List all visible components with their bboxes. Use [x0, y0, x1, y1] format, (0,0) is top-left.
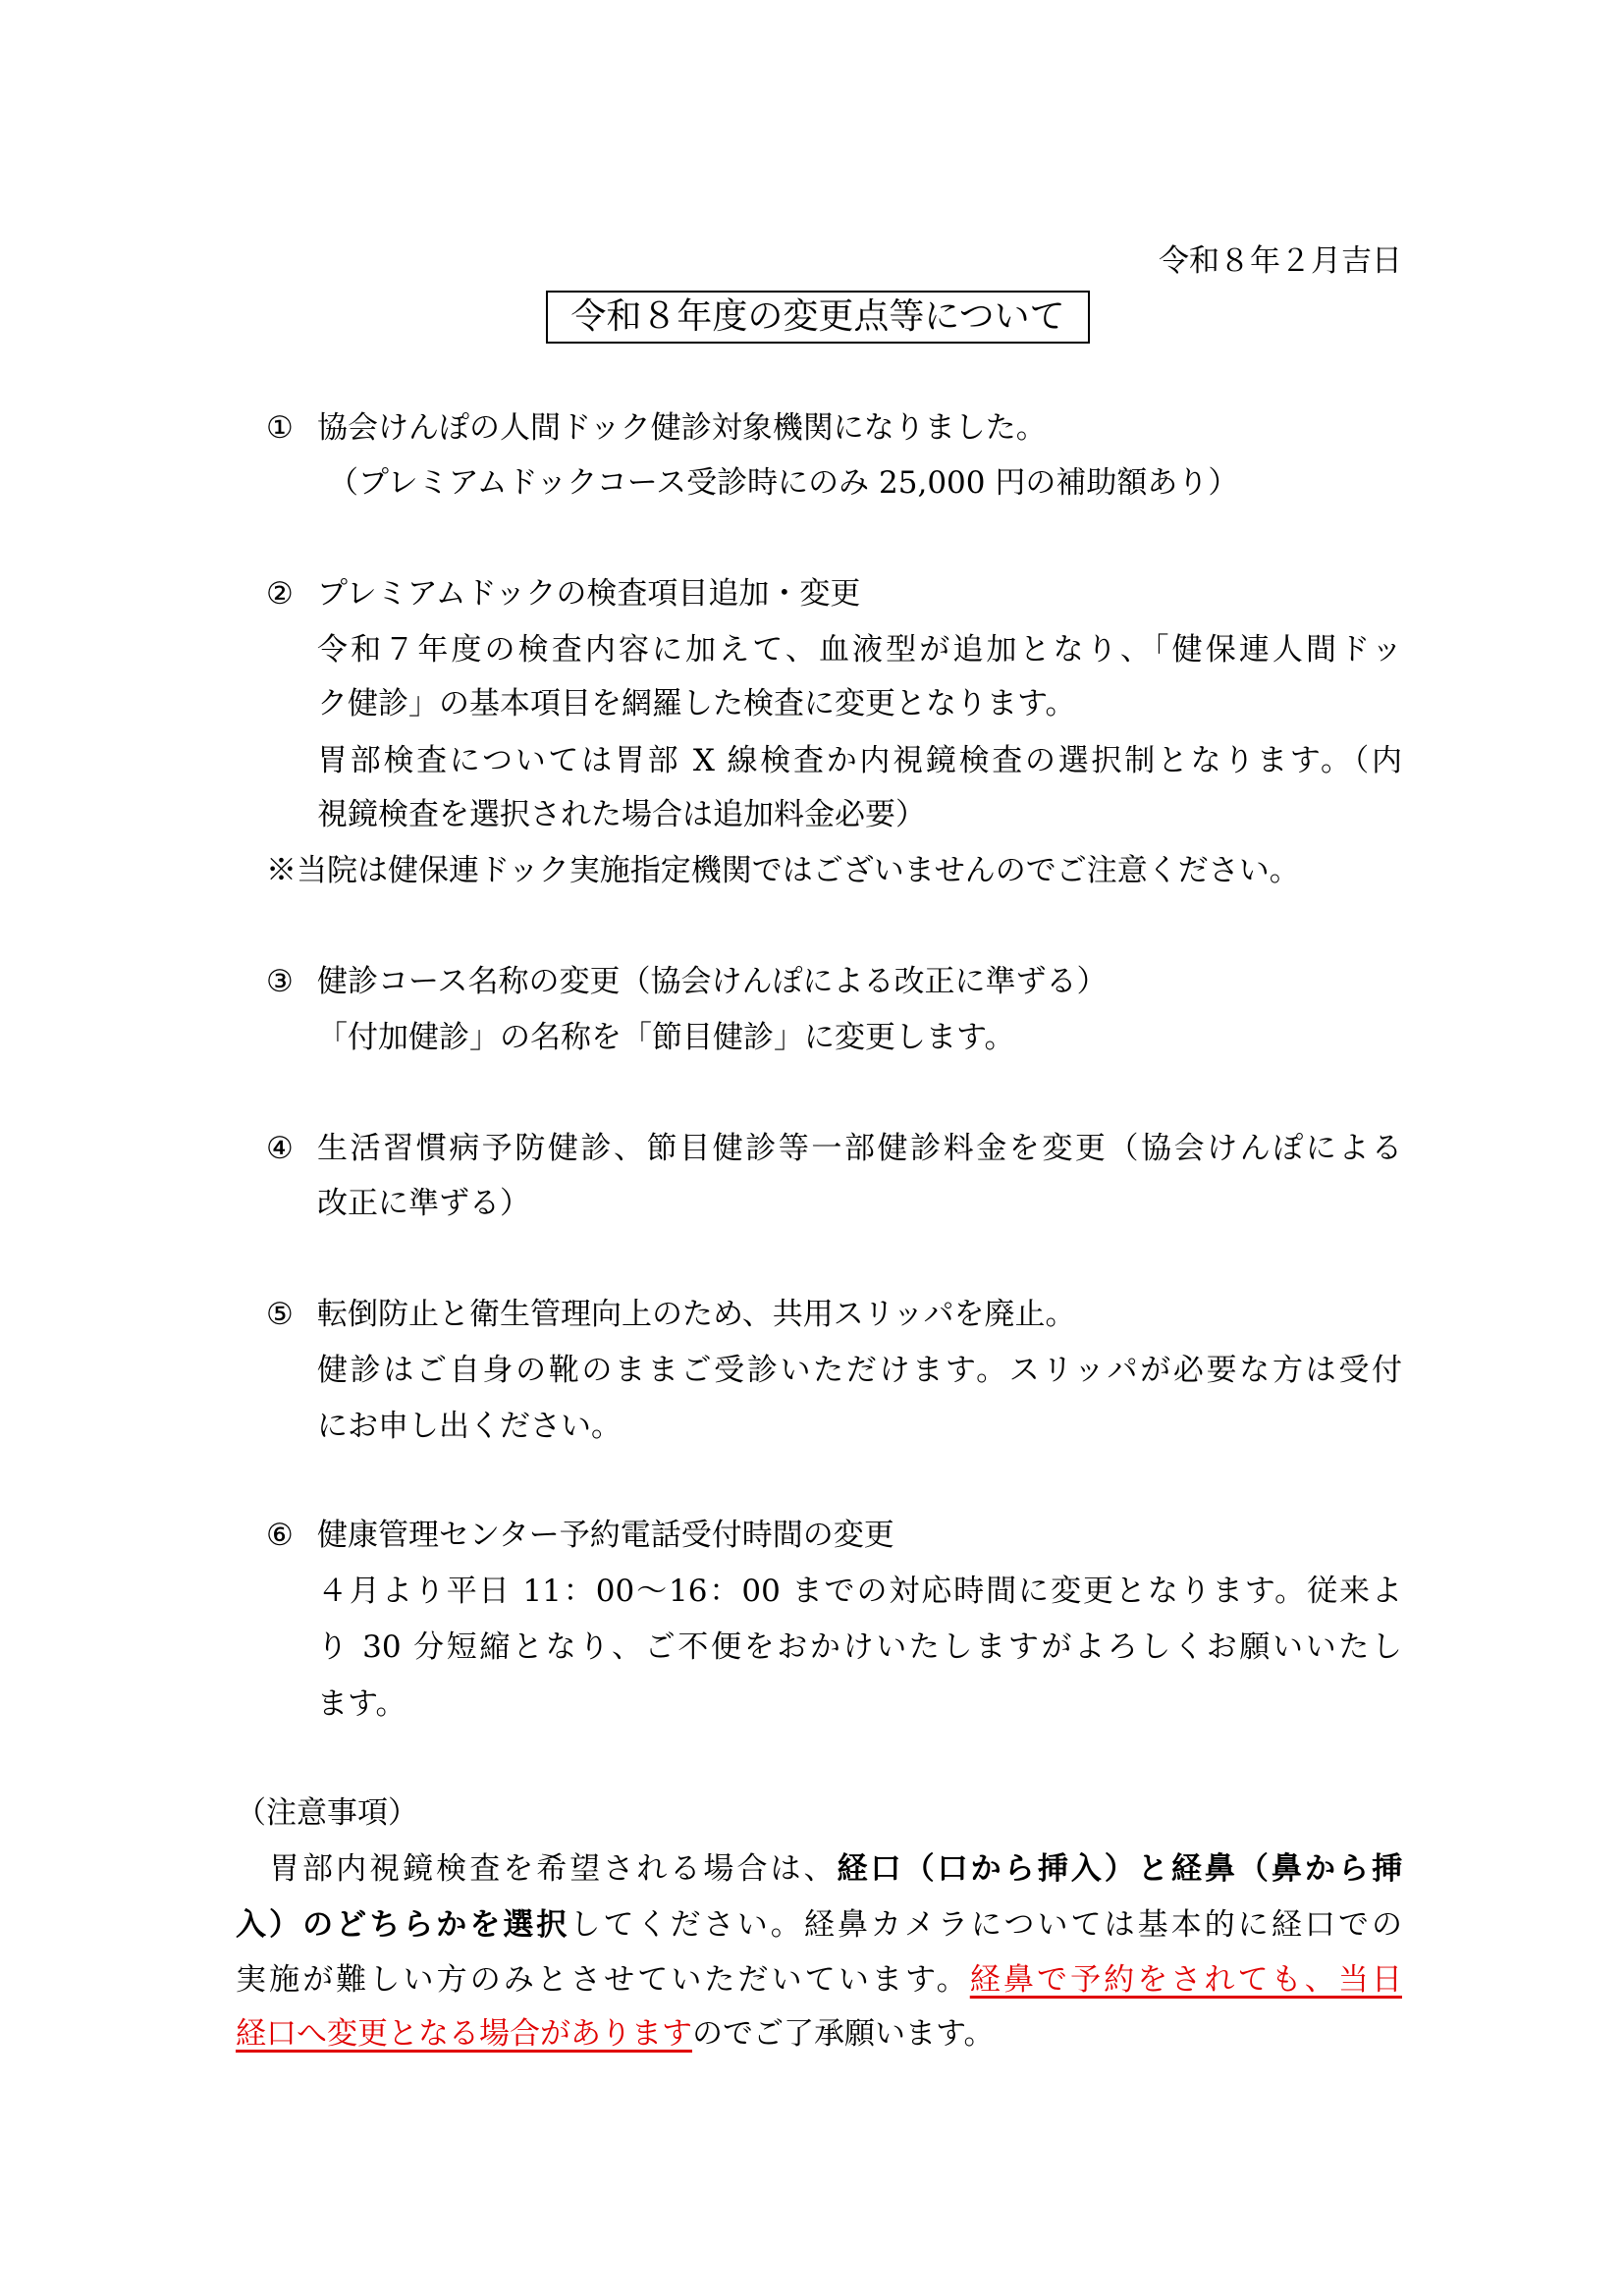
notes-bold-text: 経口（口から挿入）と経鼻（鼻から挿 — [837, 1851, 1402, 1887]
item-text: にお申し出ください。 — [317, 1409, 622, 1444]
notes-line — [236, 1847, 1402, 1891]
item-text: 令和７年度の検査内容に加えて、血液型が追加となり、「健保連人間ドッ — [317, 632, 1402, 667]
item-number: ⑤ — [266, 1297, 294, 1332]
item-text: 改正に準ずる） — [317, 1186, 530, 1221]
item-heading: プレミアムドックの検査項目追加・変更 — [317, 576, 861, 612]
notes-line — [236, 2012, 995, 2056]
item-number: ② — [266, 576, 294, 612]
item-text: 「付加健診」の名称を「節目健診」に変更します。 — [317, 1020, 1015, 1055]
item-text: 健診はご自身の靴のままご受診いただけます。スリッパが必要な方は受付 — [317, 1353, 1402, 1388]
notes-text: 実施が難しい方のみとさせていただいています。 — [236, 1962, 970, 1998]
item-heading: 健診コース名称の変更（協会けんぽによる改正に準ずる） — [317, 964, 1108, 999]
notes-text: してください。経鼻カメラについては基本的に経口での — [569, 1907, 1402, 1943]
item-heading: 生活習慣病予防健診、節目健診等一部健診料金を変更（協会けんぽによる — [317, 1131, 1402, 1166]
item-text: （プレミアムドックコース受診時にのみ 25,000 円の補助額あり） — [328, 465, 1239, 501]
item-number: ③ — [266, 964, 294, 999]
document-title: 令和８年度の変更点等について — [546, 291, 1090, 344]
item-number: ④ — [266, 1131, 294, 1166]
document-date: 令和８年２月吉日 — [1159, 243, 1402, 279]
notes-bold-text: 入）のどちらかを選択 — [236, 1907, 570, 1943]
item-text: ます。 — [317, 1686, 406, 1722]
item-number: ⑥ — [266, 1518, 294, 1553]
item-text: ４月より平日 11：00～16：00 までの対応時間に変更となります。従来よ — [317, 1574, 1402, 1609]
item-text: 視鏡検査を選択された場合は追加料金必要） — [317, 797, 926, 832]
item-text: 胃部検査については胃部 X 線検査か内視鏡検査の選択制となります。（内 — [317, 743, 1402, 778]
item-note: ※当院は健保連ドック実施指定機関ではございませんのでご注意ください。 — [266, 853, 1300, 888]
notes-line — [236, 1958, 1402, 2002]
notes-warning-text: 経鼻で予約をされても、当日 — [969, 1962, 1402, 1998]
item-text: ク健診」の基本項目を網羅した検査に変更となります。 — [317, 686, 1076, 721]
notes-text: 胃部内視鏡検査を希望される場合は、 — [236, 1851, 838, 1887]
item-heading: 健康管理センター予約電話受付時間の変更 — [317, 1518, 894, 1553]
item-number: ① — [266, 410, 294, 446]
item-heading: 転倒防止と衛生管理向上のため、共用スリッパを廃止。 — [317, 1297, 1076, 1332]
notes-line — [236, 1903, 1402, 1947]
item-heading: 協会けんぽの人間ドック健診対象機関になりました。 — [317, 410, 1047, 446]
notes-warning-text: 経口へ変更となる場合があります — [236, 2016, 692, 2052]
notes-text: のでご了承願います。 — [692, 2016, 995, 2052]
notes-heading: （注意事項） — [236, 1795, 418, 1831]
item-text: り 30 分短縮となり、ご不便をおかけいたしますがよろしくお願いいたし — [317, 1629, 1402, 1665]
